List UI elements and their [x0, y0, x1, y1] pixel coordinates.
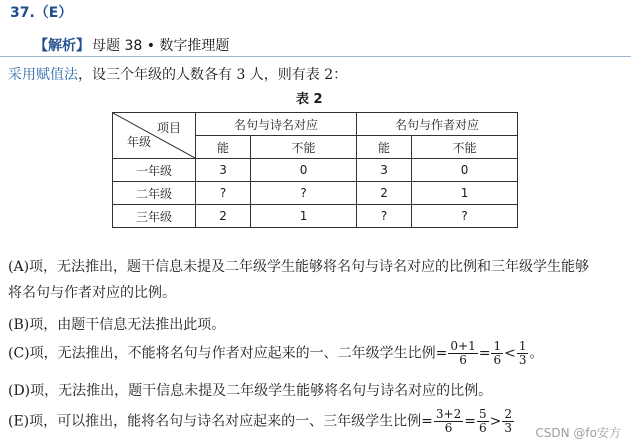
table-cell: 2	[356, 182, 411, 205]
table-cell: ?	[251, 182, 357, 205]
data-table	[112, 112, 518, 228]
table-cell: 0	[251, 159, 357, 182]
table-cell: 0	[412, 159, 518, 182]
fraction: $\frac{1}{3}$	[518, 339, 527, 367]
option-e-text: (E)项，可以推出，能将名句与诗名对应起来的一、三年级学生比例=	[8, 413, 433, 430]
table-corner-cell	[113, 113, 196, 159]
question-number: 37.（E）	[10, 5, 73, 21]
table-row	[113, 205, 518, 228]
table-cell: 1	[412, 182, 518, 205]
watermark: CSDN @fo安方	[535, 426, 621, 440]
sub-header: 能	[356, 136, 411, 159]
option-c: (C)项，无法推出，不能将名句与作者对应起来的一、二年级学生比例= $\frac{0+1}{6}$ = $\frac{1}{6}$ < $\frac{1}{3}$ 。	[8, 339, 544, 367]
fraction: $\frac{2}{3}$	[504, 407, 512, 435]
option-a-line1: (A)项，无法推出，题干信息未提及二年级学生能够将名句与诗名对应的比例和三年级学生能够	[8, 259, 590, 275]
table-row	[113, 159, 518, 182]
sub-header: 能	[196, 136, 251, 159]
corner-top-label: 项目	[156, 121, 181, 135]
group-header: 名句与作者对应	[356, 113, 517, 136]
table-row	[113, 182, 518, 205]
analysis-source: 母题 38 • 数字推理题	[92, 38, 230, 54]
row-label: 三年级	[113, 205, 196, 228]
option-a-line2: 将名句与作者对应的比例。	[8, 285, 176, 301]
fraction: $\frac{5}{6}$	[478, 407, 487, 435]
corner-bottom-label: 年级	[127, 135, 152, 149]
table-cell: ?	[356, 205, 411, 228]
option-c-text: (C)项，无法推出，不能将名句与作者对应起来的一、二年级学生比例=	[8, 345, 448, 362]
row-label: 一年级	[113, 159, 196, 182]
table-cell: 3	[196, 159, 251, 182]
table-cell: 3	[356, 159, 411, 182]
fraction: $\frac{1}{6}$	[493, 339, 502, 367]
table-cell: ?	[412, 205, 518, 228]
group-header: 名句与诗名对应	[196, 113, 357, 136]
diagonal-line	[113, 113, 195, 158]
intro-rest: ，设三个年级的人数各有 3 人，则有表 2：	[78, 67, 348, 83]
table-title: 表 2	[296, 92, 323, 107]
option-e: (E)项，可以推出，能将名句与诗名对应起来的一、三年级学生比例= $\frac{3+2}{6}$ = $\frac{5}{6}$ > $\frac{2}{3}$	[8, 407, 512, 435]
option-d: (D)项，无法推出，题干信息未提及二年级学生能够将名句与诗名对应的比例。	[8, 383, 493, 399]
row-label: 二年级	[113, 182, 196, 205]
table-cell: ?	[196, 182, 251, 205]
fraction: $\frac{0+1}{6}$	[450, 339, 476, 367]
intro-text	[8, 64, 347, 84]
intro-highlight: 采用赋值法	[8, 67, 78, 83]
table-cell: 2	[196, 205, 251, 228]
table-cell: 1	[251, 205, 357, 228]
fraction: $\frac{3+2}{6}$	[435, 407, 462, 435]
option-b: (B)项，由题干信息无法推出此项。	[8, 317, 226, 333]
sub-header: 不能	[412, 136, 518, 159]
analysis-tag: 【解析】	[34, 38, 90, 54]
sub-header: 不能	[251, 136, 357, 159]
